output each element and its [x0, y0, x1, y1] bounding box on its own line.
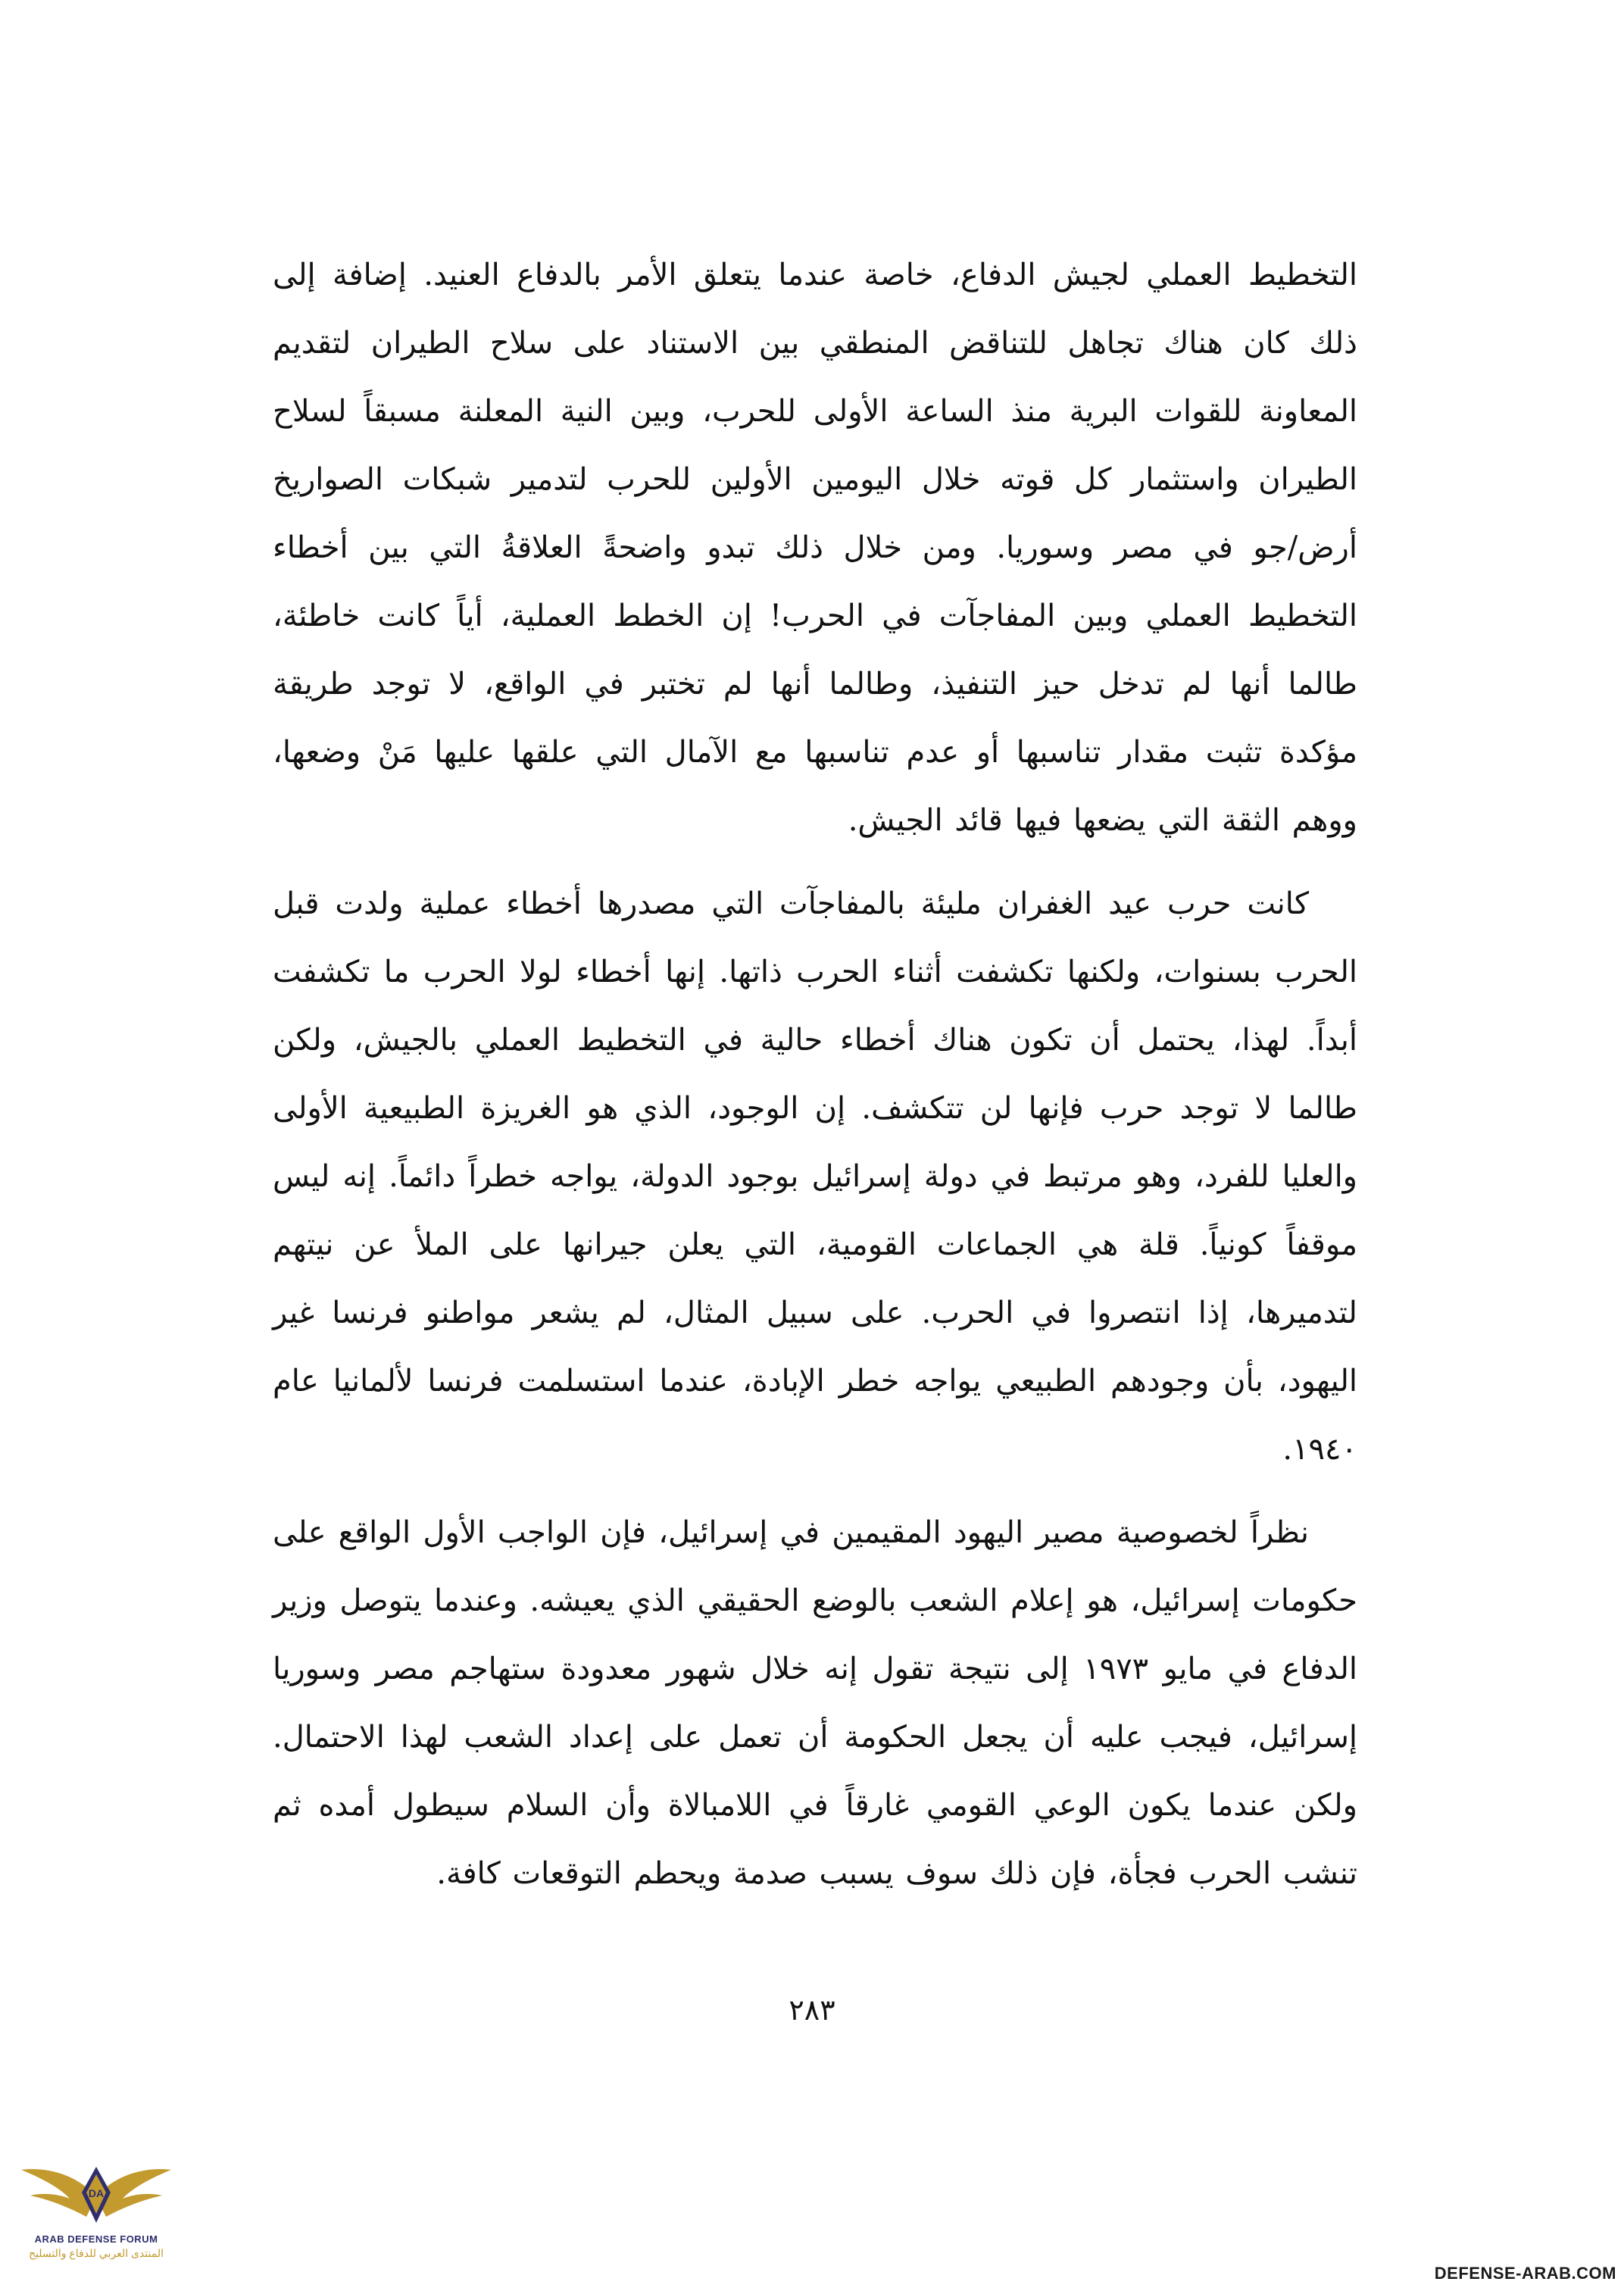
logo-initials: DA	[88, 2187, 105, 2199]
eagle-wings-icon	[17, 2144, 176, 2235]
site-watermark: DEFENSE-ARAB.COM	[1434, 2264, 1616, 2283]
logo-name-ar: المنتدى العربي للدفاع والتسليح	[29, 2247, 164, 2259]
document-body	[273, 241, 1357, 1908]
logo-name-en: ARAB DEFENSE FORUM	[34, 2233, 158, 2245]
paragraph-2: كانت حرب عيد الغفران مليئة بالمفاجآت التي مصدرها أخطاء عملية ولدت قبل الحرب بسنوات، ولكنها تكشفت أثناء الحرب ذاتها. إنها أخطاء لولا الحرب ما تكشفت أبداً. لهذا، يحتمل أن تكون هناك أخطاء حالية في التخطيط العملي بالجيش، ولكن طالما لا توجد حرب فإنها لن تتكشف. إن الوجود، الذي هو الغريزة الطبيعية الأولى والعليا للفرد، وهو مرتبط في دولة إسرائيل بوجود الدولة، يواجه خطراً دائماً. إنه ليس موقفاً كونياً. قلة هي الجماعات القومية، التي يعلن جيرانها على الملأ عن نيتهم لتدميرها، إذا انتصروا في الحرب. على سبيل المثال، لم يشعر مواطنو فرنسا غير اليهود، بأن وجودهم الطبيعي يواجه خطر الإبادة، عندما استسلمت فرنسا لألمانيا عام ١٩٤٠.	[273, 886, 1357, 1467]
forum-logo	[17, 2144, 176, 2273]
paragraph-1: التخطيط العملي لجيش الدفاع، خاصة عندما يتعلق الأمر بالدفاع العنيد. إضافة إلى ذلك كان هناك تجاهل للتناقض المنطقي بين الاستناد على سلاح الطيران لتقديم المعاونة للقوات البرية منذ الساعة الأولى للحرب، وبين النية المعلنة مسبقاً لسلاح الطيران واستثمار كل قوته خلال اليومين الأولين للحرب لتدمير شبكات الصواريخ أرض/جو في مصر وسوريا. ومن خلال ذلك تبدو واضحةً العلاقةُ التي بين أخطاء التخطيط العملي وبين المفاجآت في الحرب! إن الخطط العملية، أياً كانت خاطئة، طالما أنها لم تدخل حيز التنفيذ، وطالما أنها لم تختبر في الواقع، لا توجد طريقة مؤكدة تثبت مقدار تناسبها أو عدم تناسبها مع الآمال التي علقها عليها مَنْ وضعها، ووهم الثقة التي يضعها فيها قائد الجيش.	[273, 258, 1357, 838]
page-number: ٢٨٣	[789, 1993, 835, 2027]
paragraph-3: نظراً لخصوصية مصير اليهود المقيمين في إسرائيل، فإن الواجب الأول الواقع على حكومات إسرائيل، هو إعلام الشعب بالوضع الحقيقي الذي يعيشه. وعندما يتوصل وزير الدفاع في مايو ١٩٧٣ إلى نتيجة تقول إنه خلال شهور معدودة ستهاجم مصر وسوريا إسرائيل، فيجب عليه أن يجعل الحكومة أن تعمل على إعداد الشعب لهذا الاحتمال. ولكن عندما يكون الوعي القومي غارقاً في اللامبالاة وأن السلام سيطول أمده ثم تنشب الحرب فجأة، فإن ذلك سوف يسبب صدمة ويحطم التوقعات كافة.	[273, 1515, 1357, 1891]
